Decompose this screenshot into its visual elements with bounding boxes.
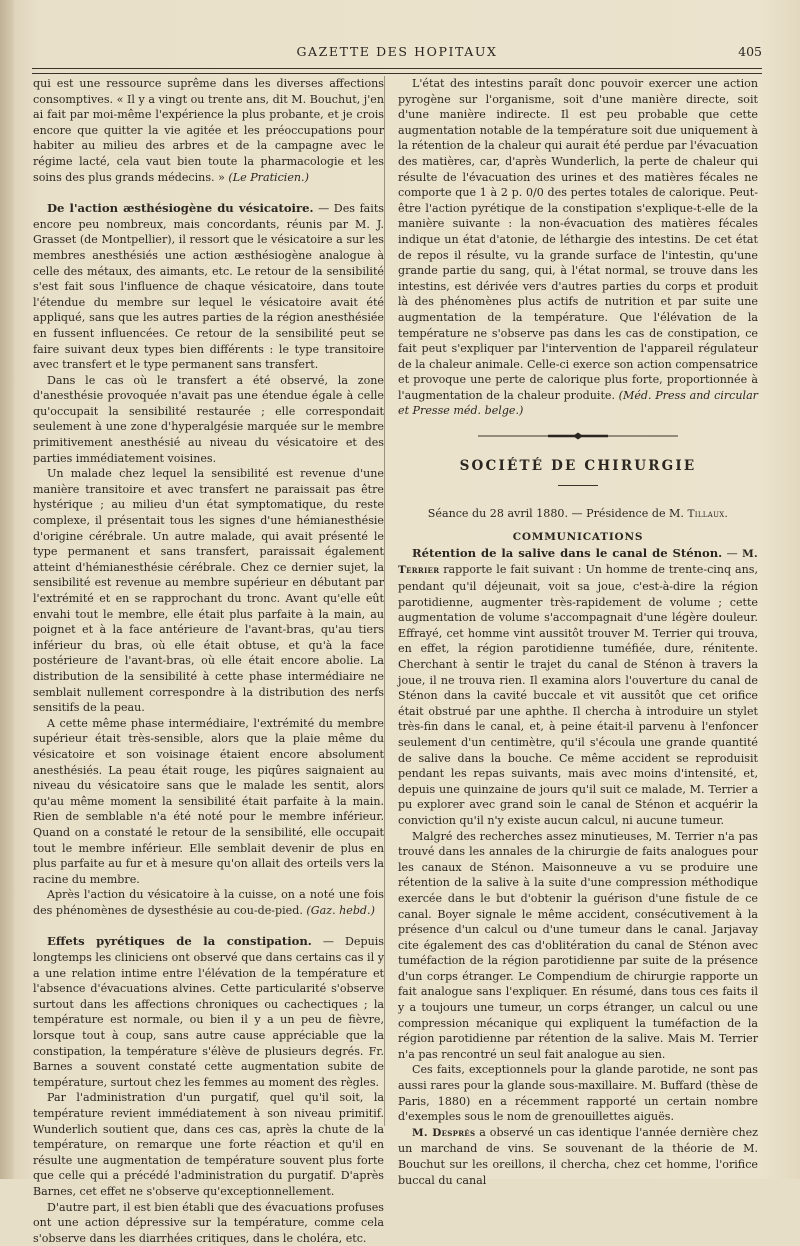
paragraph xyxy=(398,76,758,419)
paragraph-text: a observé un cas identique l'année dernière chez un marchand de vins. Se souvenant de la théorie de M. Bouchut sur les oreillons, il chercha, chez cet homme, l'orifice buccal du canal xyxy=(398,1125,759,1187)
paragraph: Ces faits, exceptionnels pour la glande parotide, ne sont pas aussi rares pour la glande sous-maxillaire. M. Buffard (thèse de Paris, 1880) en a récemment rapporté un certain nombre d'exemples sous le nom de grenouillettes aiguës. xyxy=(398,1063,758,1124)
paragraph: D'autre part, il est bien établi que des évacuations profuses ont une action dépressive sur la température, comme cela s'observe dans les diarrhées critiques, dans le choléra, etc. xyxy=(33,1200,384,1245)
president-name: Tillaux. xyxy=(687,507,729,520)
article-paragraph xyxy=(33,934,384,1090)
column-divider xyxy=(384,76,385,1126)
paragraph: Malgré des recherches assez minutieuses, M. Terrier n'a pas trouvé dans les annales de la chirurgie de faits analogues pour les canaux de Sténon. Maisonneuve a vu se produire une rétention de la salive à la suite d'une compression méthodique exercée dans le but d'obtenir la guérison d'une fistule de ce canal. Boyer signale le même accident, consécutivement à la présence d'un calcul ou d'une tumeur dans le canal. Jarjavay cite également des cas d'oblitération du canal de Sténon avec tuméfaction de la région parotidienne par suite de la présence d'un corps étranger. Le Compendium de chirurgie rapporte un fait analogue sans l'expliquer. En résumé, dans tous ces faits il y a toujours une tumeur, un corps étranger, un calcul ou une compression mécanique qui expliquent la tuméfaction de la région parotidienne par rétention de la salive. Mais M. Terrier n'a pas rencontré un seul fait analogue au sien. xyxy=(398,829,758,1061)
paragraph-text: — Des faits encore peu nombreux, mais concordants, réunis par M. J. Grasset (de Montpellier), il ressort que le vésicatoire a sur les membres anesthésiés une action æsthésiogène analogue à celle des métaux, des aimants, etc. Le retour de la sensibilité s'est fait sous l'influence de chaque vésicatoire, dans toute l'étendue du membre sur lequel le vésicatoire avait été appliqué, sans que les autres parties de la région anesthésiée en fussent influencées. Ce retour de la sensibilité peut se faire suivant deux types bien différents : le type transitoire avec transfert et le type permanent sans transfert. xyxy=(33,202,384,372)
society-title: SOCIÉTÉ DE CHIRURGIE xyxy=(459,458,697,475)
paragraph: Par l'administration d'un purgatif, quel qu'il soit, la température revient immédiatement à son niveau primitif. Wunderlich soutient que, dans ces cas, après la chute de la température, on remarque une forte réaction et qu'il en résulte une augmentation de température souvent plus forte que celle qui a précédé l'administration du purgatif. D'après Barnes, cet effet ne s'observe qu'exceptionnellement. xyxy=(33,1091,384,1198)
article-heading: Effets pyrétiques de la constipation. xyxy=(47,934,312,949)
paragraph: A cette même phase intermédiaire, l'extrémité du membre supérieur était très-sensible, alors que la plaie même du vésicatoire et son voisinage étaient encore absolument anesthésiés. La peau était rouge, les piqûres saignaient au niveau du vésicatoire sans que le malade les sentit, alors qu'au même moment la sensibilité était parfaite à la main. Rien de semblable n'a été noté pour le membre inférieur. Quand on a constaté le retour de la sensibilité, elle occupait tout le membre inférieur. Elle semblait devenir de plus en plus parfaite au fur et à mesure qu'on allait des orteils vers la racine du membre. xyxy=(33,716,384,886)
heading-dash: — xyxy=(722,546,738,560)
communications-label: COMMUNICATIONS xyxy=(512,531,644,544)
source-citation: (Le Praticien.) xyxy=(228,170,309,184)
right-column xyxy=(398,76,758,1188)
article-paragraph xyxy=(33,201,384,373)
paragraph-text: Après l'action du vésicatoire à la cuisse, on a noté une fois des phénomènes de dysesthésie au cou-de-pied. xyxy=(33,888,384,917)
speaker-name: M. Després xyxy=(412,1126,476,1139)
paragraph-text: qui est une ressource suprême dans les diverses affections consomptives. « Il y a vingt ou trente ans, dit M. Bouchut, j'en ai fait par moi-même l'expérience la plus probante, et je crois encore que quitter la vie agitée et les préoccupations pour habiter au milieu des arbres et de la campagne avec le régime lacté, cela vaut bien toute la pharmacologie et les soins des plus grands médecins. » xyxy=(33,77,384,184)
ornamental-divider xyxy=(478,431,678,441)
paragraph xyxy=(33,76,384,185)
paragraph-text: rapporte le fait suivant : Un homme de trente-cinq ans, pendant qu'il déjeunait, voit sa joue, c'est-à-dire la région parotidienne, augmenter très-rapidement de volume ; cette augmentation de volume s'accompagnait d'une légère douleur. Effrayé, cet homme vint aussitôt trouver M. Terrier qui trouva, en effet, la région parotidienne tuméfiée, dure, rénitente. Cherchant à sentir le trajet du canal de Sténon à travers la joue, il ne trouva rien. Il examina alors l'ouverture du canal de Sténon dans la cavité buccale et vit aussitôt que cet orifice était obstrué par une aphthe. Il chercha à introduire un stylet très-fin dans le canal, et, à peine était-il parvenu à l'enfoncer seulement d'un centimètre, qu'il s'écoula une grande quantité de salive dans la bouche. Ce même accident se reproduisit pendant les repas suivants, mais avec moins d'intensité, et, depuis une quinzaine de jours qu'il suit ce malade, M. Terrier a pu explorer avec grand soin le canal de Sténon et acquérir la conviction qu'il n'y existe aucun calcul, ni aucune tumeur. xyxy=(398,563,758,827)
binding-edge xyxy=(0,0,14,1179)
spacer xyxy=(398,441,758,459)
spacer xyxy=(398,522,758,530)
source-citation: (Méd. Press and circular et Presse méd. belge.) xyxy=(398,388,758,418)
paragraph-text: — Depuis longtemps les cliniciens ont observé que dans certains cas il y a une relation intime entre l'élévation de la température et l'absence d'évacuations alvines. Cette particularité s'observe surtout dans les affections chroniques ou cachectiques ; la température est normale, ou bien il y a un peu de fièvre, lorsque tout à coup, sans autre cause appréciable que la constipation, la température s'élève de plusieurs degrés. Fr. Barnes a souvent constaté cette augmentation subite de température, surtout chez les femmes au moment des règles. xyxy=(33,935,384,1089)
spacer xyxy=(33,918,384,934)
spacer xyxy=(398,419,758,431)
paragraph: Un malade chez lequel la sensibilité est revenue d'une manière transitoire et avec transfert ne paraissait pas être hystérique ; au milieu d'un état symptomatique, du reste complexe, il présentait tous les signes d'une hémianesthésie d'origine cérébrale. Un autre malade, qui avait présenté le type permanent et sans transfert, paraissait également atteint d'hémianesthésie cérébrale. Chez ce dernier sujet, la sensibilité est revenue au membre supérieur en débutant par l'extrémité et en se rapprochant du tronc. Avant qu'elle eût envahi tout le membre, elle était plus parfaite à la main, au poignet et à la face antérieure de l'avant-bras, qu'au tiers inférieur du bras, où elle était obtuse, et qu'à la face postérieure de l'avant-bras, où elle était encore abolie. La distribution de la sensibilité à cette phase intermédiaire ne semblait nullement correspondre à la distribution des nerfs sensitifs de la peau. xyxy=(33,467,384,715)
source-citation: (Gaz. hebd.) xyxy=(306,903,375,917)
speaker-name: M. Terrier xyxy=(398,547,759,577)
page-header xyxy=(32,44,762,66)
spacer xyxy=(33,185,384,201)
article-heading: Rétention de la salive dans le canal de Sténon. xyxy=(412,545,723,560)
left-column xyxy=(33,76,384,1246)
article-paragraph xyxy=(398,546,758,829)
spacer xyxy=(398,486,758,506)
running-title: GAZETTE DES HOPITAUX xyxy=(296,44,498,59)
page-number: 405 xyxy=(738,44,762,59)
header-double-rule xyxy=(32,68,762,74)
paragraph xyxy=(33,887,384,918)
paragraph: Dans le cas où le transfert a été observé, la zone d'anesthésie provoquée n'avait pas une étendue égale à celle qu'occupait la sensibilité restaurée ; elle correspondait seulement à une zone d'hyperalgésie marquée sur le membre primitivement anesthésié au niveau du vésicatoire et des parties immédiatement voisines. xyxy=(33,373,384,465)
paragraph-text: L'état des intestins paraît donc pouvoir exercer une action pyrogène sur l'organisme, soit d'une manière directe, soit d'une manière indirecte. Il est peu probable que cette augmentation notable de la température soit due uniquement à la rétention de la chaleur qui aurait été perdue par l'évacuation des matières, car, d'après Wunderlich, la perte de chaleur qui résulte de l'évacuation des urines et des matières fécales ne comporte que 1 à 2 p. 0/0 des pertes totales de calorique. Peut-être l'action pyrétique de la constipation s'explique-t-elle de la manière suivante : la non-évacuation des matières fécales indique un état d'atonie, de léthargie des intestins. De cet état de repos il résulte, vu la grande surface de l'intestin, qu'une grande partie du sang, qui, à l'état normal, se trouve dans les intestins, est dérivée vers d'autres parties du corps et produit là des phénomènes plus actifs de nutrition et par suite une augmentation de la température. Que l'élévation de la température ne s'observe pas dans les cas de constipation, ce fait peut s'expliquer par l'intervention de l'appareil régulateur de la chaleur animale. Celle-ci exerce son action compensatrice et provoque une perte de calorique plus forte, proportionnée à l'augmentation de la chaleur produite. xyxy=(398,77,758,402)
article-heading: De l'action æsthésiogène du vésicatoire. xyxy=(47,201,314,216)
session-line xyxy=(398,506,758,523)
session-text: Séance du 28 avril 1880. — Présidence de M. xyxy=(427,506,688,520)
